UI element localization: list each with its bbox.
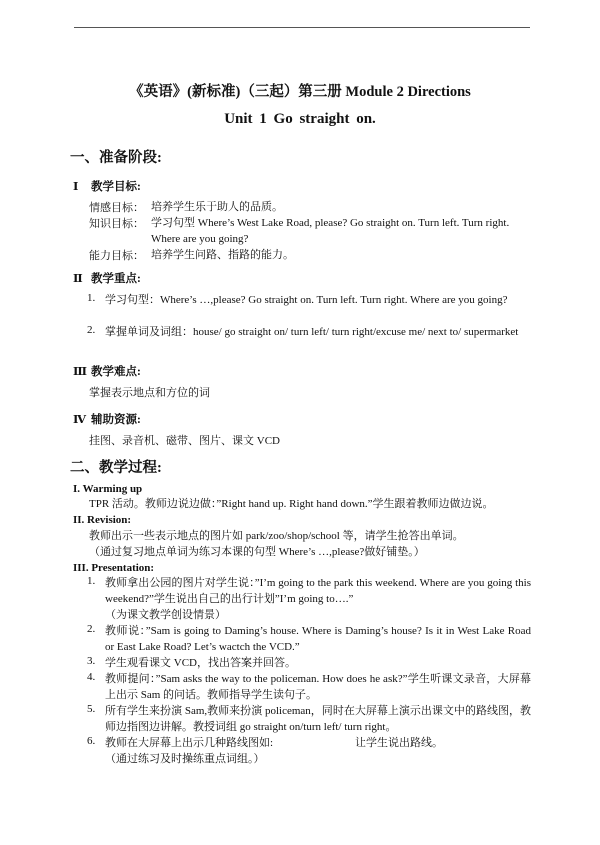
list-number: 4. [87, 671, 96, 683]
goal-value: 学习句型 Where’s West Lake Road, please? Go straight on. Turn left. Turn right. Where are you going? [151, 217, 510, 245]
goal-value: 培养学生问路、指路的能力。 [151, 249, 294, 261]
revision-text: 教师出示一些表示地点的图片如 park/zoo/shop/school 等，请学生抢答出单词。 [89, 530, 464, 542]
presentation-heading: III. Presentation: [73, 562, 155, 574]
list-item: 掌握单词及词组：house/ go straight on/ turn left/ turn right/excuse me/ next to/ supermarket [105, 326, 519, 338]
roman-numeral: Ⅱ [73, 273, 83, 285]
revision-heading: II. Revision: [73, 514, 132, 526]
list-number: 1. [87, 292, 96, 304]
header-rule [74, 27, 530, 28]
list-item: 教师提问：”Sam asks the way to the policeman. How does he ask?”学生听课文录音，大屏幕上出示 Sam 的问话。教师指导学生读句子。 [105, 673, 531, 701]
section4-text: 挂图、录音机、磁带、图片、课文 VCD [89, 435, 280, 447]
list-number: 5. [87, 703, 96, 715]
section-title: 辅助资源: [91, 414, 141, 426]
list-item: 教师拿出公园的图片对学生说：”I’m going to the park this weekend. Where are you going this weekend?”学生说出自己的出行计划”I’m going to….” [105, 577, 531, 605]
roman-numeral: Ⅰ [73, 181, 79, 193]
section3-heading [73, 363, 141, 379]
section1-heading [73, 178, 141, 194]
goal-label: 情感目标： [89, 202, 144, 214]
list-item: 学生观看课文 VCD，找出答案并回答。 [105, 657, 296, 669]
document-title: 《英语》(新标准)（三起）第三册 Module 2 Directions [129, 84, 471, 100]
list-number: 2. [87, 324, 96, 336]
roman-numeral: Ⅲ [73, 366, 88, 378]
list-item-continuation: 让学生说出路线。 [355, 737, 443, 749]
list-number: 2. [87, 623, 96, 635]
goal-label: 知识目标： [89, 218, 144, 230]
section-title: 教学难点: [91, 366, 141, 378]
goal-value: 培养学生乐于助人的品质。 [151, 201, 283, 213]
list-item-note: （为课文教学创设情景） [105, 609, 226, 621]
part1-heading: 一、准备阶段: [70, 150, 162, 166]
revision-note: （通过复习地点单词为练习本课的句型 Where’s …,please?做好铺垫。） [89, 546, 425, 558]
list-item: 教师说：”Sam is going to Daming’s house. Where is Daming’s house? Is it in West Lake Road or East Lake Road? Let’s wactch the VCD.” [105, 625, 531, 653]
section2-heading [73, 270, 141, 286]
list-item: 教师在大屏幕上出示几种路线图如: [105, 737, 274, 749]
unit-title: Unit 1 Go straight on. [224, 111, 376, 127]
list-item-note: （通过练习及时操练重点词组。） [105, 753, 265, 765]
list-item: 所有学生来扮演 Sam,教师来扮演 policeman，同时在大屏幕上演示出课文中的路线图，教师边指图边讲解。教授词组 go straight on/turn left/ turn right。 [105, 705, 531, 733]
list-item: 学习句型：Where’s …,please? Go straight on. Turn left. Turn right. Where are you going? [105, 294, 508, 306]
goal-label: 能力目标： [89, 250, 144, 262]
section3-text: 掌握表示地点和方位的词 [89, 387, 210, 399]
warming-up-heading: I. Warming up [73, 483, 143, 495]
section-title: 教学重点: [91, 273, 141, 285]
roman-numeral: Ⅳ [73, 414, 87, 426]
list-number: 6. [87, 735, 96, 747]
section4-heading [73, 411, 141, 427]
section-title: 教学目标: [91, 181, 141, 193]
list-number: 1. [87, 575, 96, 587]
warming-up-text: TPR 活动。教师边说边做：”Right hand up. Right hand down.”学生跟着教师边做边说。 [89, 498, 494, 510]
part2-heading: 二、教学过程: [70, 460, 162, 476]
list-number: 3. [87, 655, 96, 667]
